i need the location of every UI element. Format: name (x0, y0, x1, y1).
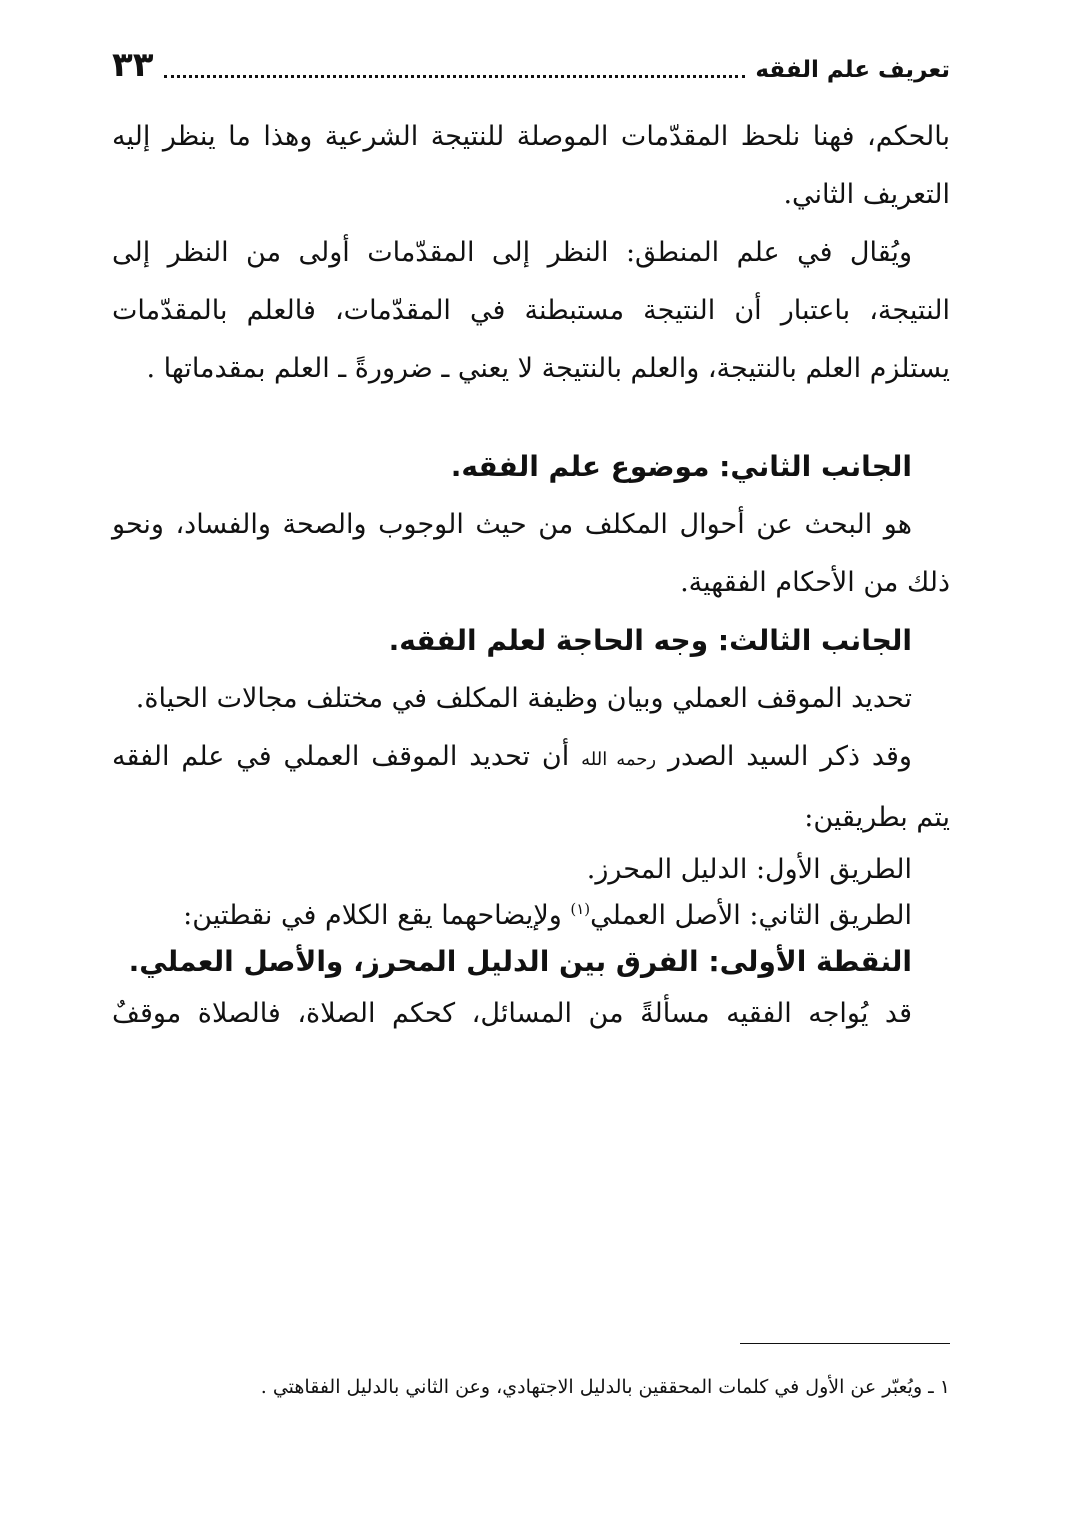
footnote-reference[interactable]: (١) (570, 900, 591, 918)
dotted-leader (164, 75, 746, 78)
section-heading-need: الجانب الثالث: وجه الحاجة لعلم الفقه. (388, 624, 912, 657)
page-number: ٣٣ (112, 45, 154, 85)
point-one-title: الفرق بين الدليل المحرز، والأصل العملي. (128, 945, 699, 978)
point-one-heading (112, 939, 950, 985)
point-one-label: النقطة الأولى: (708, 945, 912, 978)
sadr-text-before: وقد ذكر السيد الصدر (667, 741, 912, 772)
way-two-continuation: ولإيضاحهما يقع الكلام في نقطتين: (183, 900, 562, 931)
running-header (112, 36, 950, 85)
paragraph-logic: ويُقال في علم المنطق: النظر إلى المقدّمات أولى من النظر إلى النتيجة، باعتبار أن النتيجة مستبطنة في المقدّمات، فالعلم بالمقدّمات يستلزم العلم بالنتيجة، والعلم بالنتيجة لا يعني ـ ضرورةً ـ العلم بمقدماتها . (112, 237, 950, 384)
footnote-separator (740, 1343, 950, 1344)
way-two-text: الطريق الثاني: الأصل العملي (590, 900, 912, 931)
paragraph-faqih: قد يُواجه الفقيه مسألةً من المسائل، كحكم الصلاة، فالصلاة موقفٌ (112, 998, 912, 1029)
paragraph-continuation: بالحكم، فهنا نلحظ المقدّمات الموصلة للنتيجة الشرعية وهذا ما ينظر إليه التعريف الثاني. (112, 121, 950, 210)
footnote: ١ ـ ويُعبّر عن الأول في كلمات المحققين بالدليل الاجتهادي، وعن الثاني بالدليل الفقاهتي . (260, 1376, 950, 1398)
paragraph-subject: هو البحث عن أحوال المكلف من حيث الوجوب والصحة والفساد، ونحو ذلك من الأحكام الفقهية. (112, 509, 950, 598)
paragraph-sadr (112, 728, 950, 847)
sadr-text-after: أن تحديد الموقف العملي في علم الفقه يتم بطريقين: (112, 741, 950, 833)
running-title: تعريف علم الفقه (755, 57, 950, 83)
way-one: الطريق الأول: الدليل المحرز. (586, 854, 912, 885)
honorific-glyph: رحمه الله (581, 749, 657, 770)
section-heading-subject: الجانب الثاني: موضوع علم الفقه. (450, 450, 912, 483)
way-two (112, 893, 950, 939)
main-text (112, 108, 950, 1043)
paragraph-need: تحديد الموقف العملي وبيان وظيفة المكلف في مختلف مجالات الحياة. (135, 683, 912, 714)
